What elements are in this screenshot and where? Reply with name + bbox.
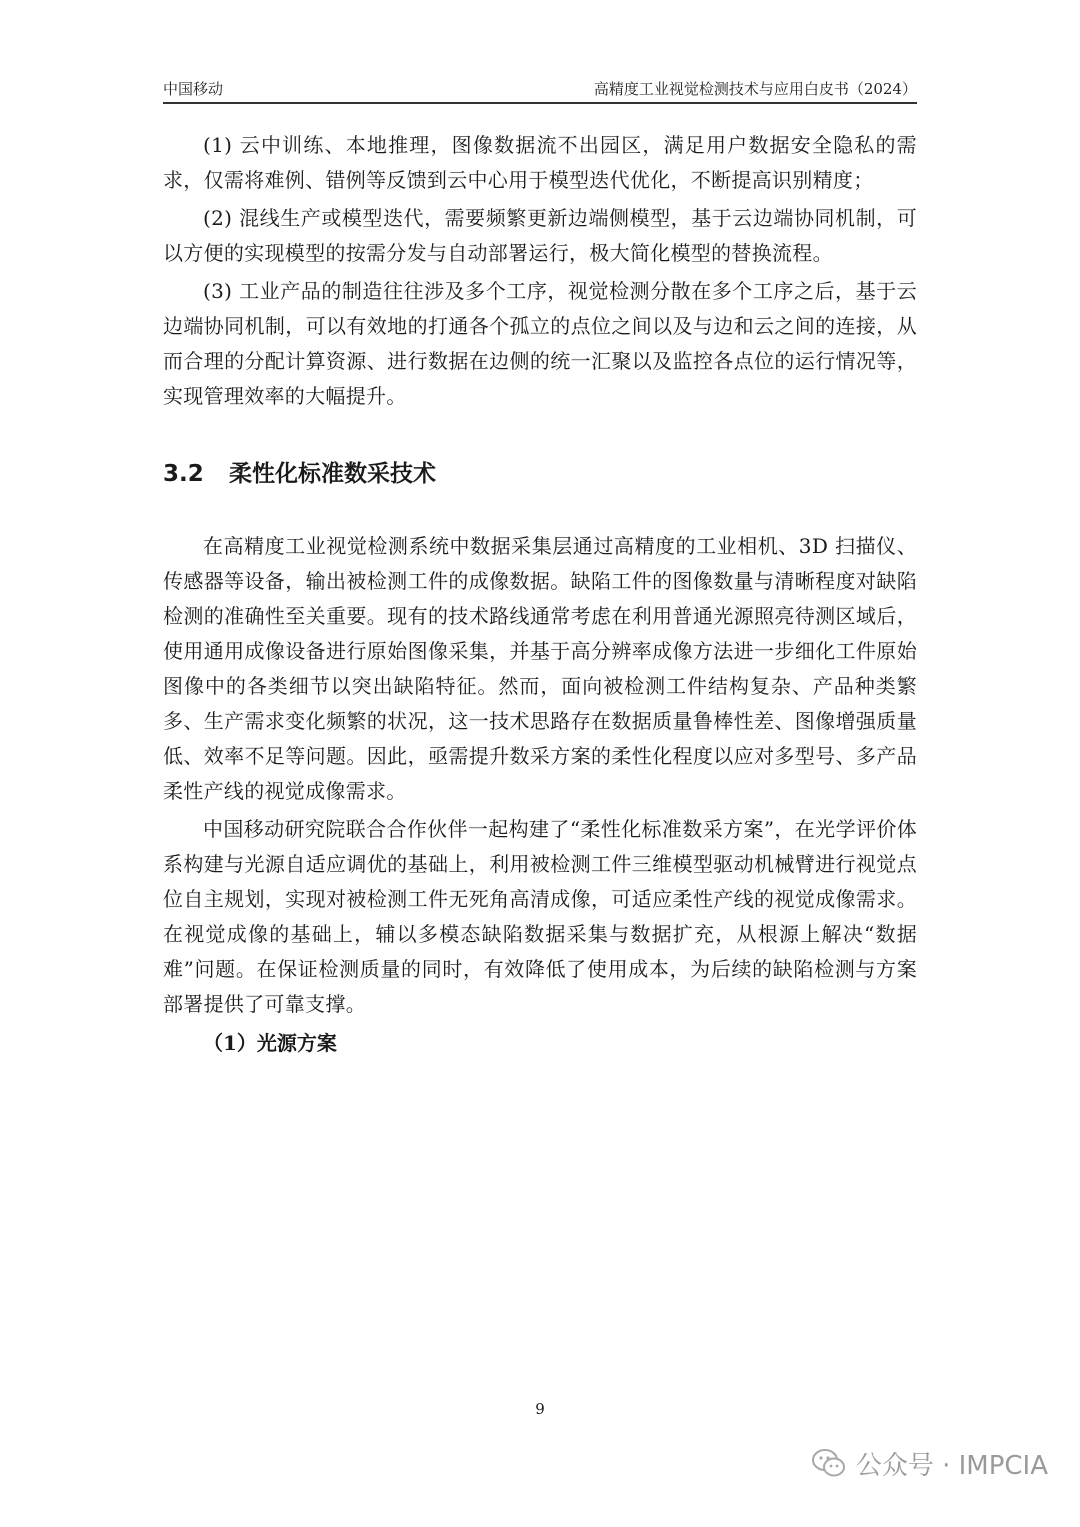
page-number: 9 <box>535 1400 545 1418</box>
intro-paragraph-3: (3) 工业产品的制造往往涉及多个工序，视觉检测分散在多个工序之后，基于云边端协同机制，可以有效地的打通各个孤立的点位之间以及与边和云之间的连接，从而合理的分配计算资源、进行数据在边侧的统一汇聚以及监控各点位的运行情况等，实现管理效率的大幅提升。 <box>163 279 917 408</box>
intro-paragraph-1: (1) 云中训练、本地推理，图像数据流不出园区，满足用户数据安全隐私的需求，仅需将难例、错例等反馈到云中心用于模型迭代优化，不断提高识别精度； <box>163 133 917 192</box>
section-heading <box>163 454 917 494</box>
watermark-text: 公众号 · IMPCIA <box>855 1450 1048 1481</box>
section-title: 柔性化标准数采技术 <box>229 461 436 487</box>
body-paragraph-2: 中国移动研究院联合合作伙伴一起构建了“柔性化标准数采方案”，在光学评价体系构建与光源自适应调优的基础上，利用被检测工件三维模型驱动机械臂进行视觉点位自主规划，实现对被检测工件无死角高清成像，可适应柔性产线的视觉成像需求。在视觉成像的基础上，辅以多模态缺陷数据采集与数据扩充，从根源上解决“数据难”问题。在保证检测质量的同时，有效降低了使用成本，为后续的缺陷检测与方案部署提供了可靠支撑。 <box>163 817 917 1016</box>
watermark <box>812 1443 1048 1483</box>
subheading: （1）光源方案 <box>203 1031 337 1055</box>
body-paragraph-1: 在高精度工业视觉检测系统中数据采集层通过高精度的工业相机、3D 扫描仪、传感器等设备，输出被检测工件的成像数据。缺陷工件的图像数量与清晰程度对缺陷检测的准确性至关重要。现有的技术路线通常考虑在利用普通光源照亮待测区域后，使用通用成像设备进行原始图像采集，并基于高分辨率成像方法进一步细化工件原始图像中的各类细节以突出缺陷特征。然而，面向被检测工件结构复杂、产品种类繁多、生产需求变化频繁的状况，这一技术思路存在数据质量鲁棒性差、图像增强质量低、效率不足等问题。因此，亟需提升数采方案的柔性化程度以应对多型号、多产品柔性产线的视觉成像需求。 <box>163 534 917 803</box>
header-right-text: 高精度工业视觉检测技术与应用白皮书（2024） <box>593 80 917 98</box>
page-content <box>163 128 917 1061</box>
header-left-text: 中国移动 <box>163 80 224 98</box>
wechat-icon <box>812 1448 846 1478</box>
section-number: 3.2 <box>163 461 204 487</box>
intro-paragraph-2: (2) 混线生产或模型迭代，需要频繁更新边端侧模型，基于云边端协同机制，可以方便的实现模型的按需分发与自动部署运行，极大简化模型的替换流程。 <box>163 206 917 265</box>
page-header <box>163 78 917 102</box>
header-divider <box>163 102 917 104</box>
